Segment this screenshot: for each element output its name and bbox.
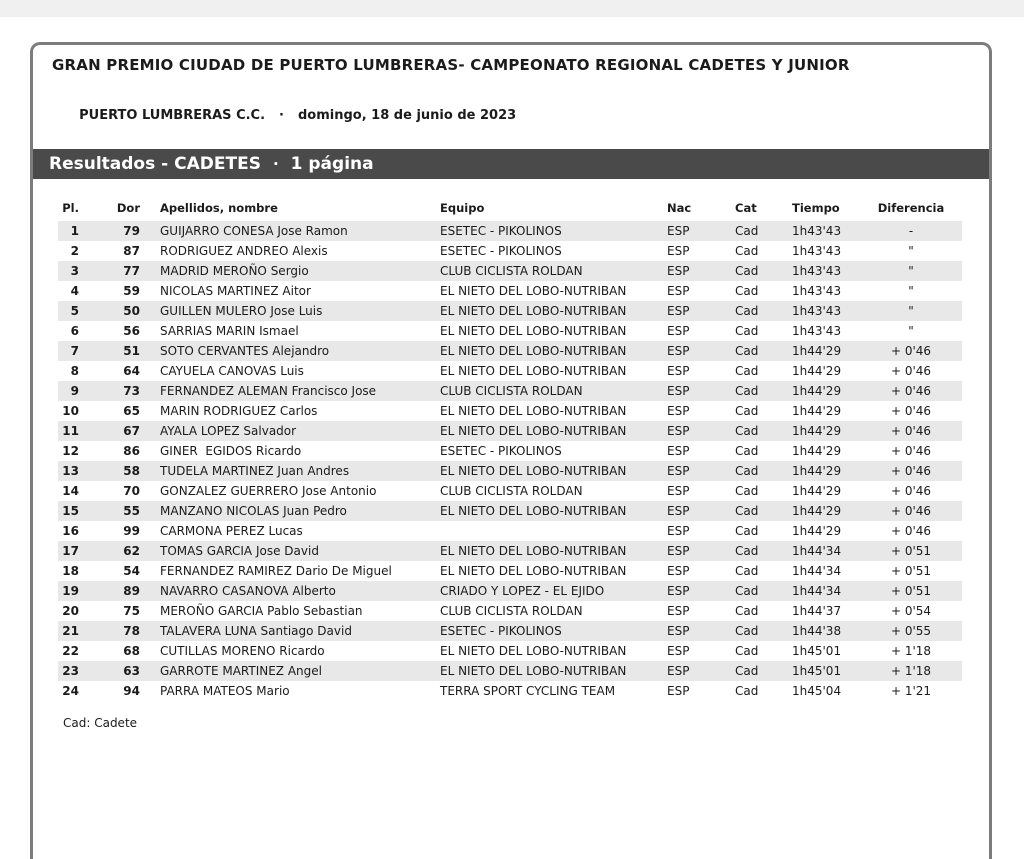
cell-pl: 10 xyxy=(62,404,79,418)
cell-nombre: GINER EGIDOS Ricardo xyxy=(160,444,302,458)
col-header-diferencia: Diferencia xyxy=(877,201,945,215)
cell-nombre: FERNANDEZ RAMIREZ Dario De Miguel xyxy=(160,564,392,578)
table-row xyxy=(58,681,962,701)
cell-diferencia: " xyxy=(908,244,914,258)
cell-dor: 59 xyxy=(123,284,140,298)
cell-tiempo: 1h44'29 xyxy=(792,464,842,478)
cell-equipo xyxy=(422,521,649,541)
col-header-nombre: Apellidos, nombre xyxy=(160,201,278,215)
cell-equipo: EL NIETO DEL LOBO-NUTRIBAN xyxy=(440,644,627,658)
cell-dor: 51 xyxy=(123,344,140,358)
cell-tiempo: 1h43'43 xyxy=(792,284,842,298)
cell-tiempo: 1h43'43 xyxy=(792,304,842,318)
cell-cat: Cad xyxy=(735,224,759,238)
cell-nac: ESP xyxy=(667,484,690,498)
table-row xyxy=(58,221,962,241)
results-table xyxy=(58,195,962,701)
cell-nac: ESP xyxy=(667,604,690,618)
cell-pl: 1 xyxy=(70,224,79,238)
cell-nombre: NICOLAS MARTINEZ Aitor xyxy=(160,284,311,298)
cell-pl: 13 xyxy=(62,464,79,478)
cell-equipo: CLUB CICLISTA ROLDAN xyxy=(440,484,583,498)
cell-diferencia: + 0'51 xyxy=(890,564,932,578)
cell-pl: 9 xyxy=(70,384,79,398)
cell-cat: Cad xyxy=(735,544,759,558)
table-row xyxy=(58,641,962,661)
cell-dor: 73 xyxy=(123,384,140,398)
table-row xyxy=(58,261,962,281)
cell-tiempo: 1h44'34 xyxy=(792,584,842,598)
cell-pl: 15 xyxy=(62,504,79,518)
table-row xyxy=(58,441,962,461)
cell-dor: 54 xyxy=(123,564,140,578)
cell-diferencia: + 0'46 xyxy=(890,504,932,518)
cell-cat: Cad xyxy=(735,484,759,498)
cell-nombre: RODRIGUEZ ANDREO Alexis xyxy=(160,244,328,258)
cell-equipo: EL NIETO DEL LOBO-NUTRIBAN xyxy=(440,404,627,418)
cell-nombre: GARROTE MARTINEZ Angel xyxy=(160,664,322,678)
cell-equipo: ESETEC - PIKOLINOS xyxy=(440,244,562,258)
table-row xyxy=(58,301,962,321)
page-count: 1 página xyxy=(290,154,374,174)
cell-nac: ESP xyxy=(667,584,690,598)
cell-pl: 3 xyxy=(70,264,79,278)
cell-dor: 77 xyxy=(123,264,140,278)
cell-tiempo: 1h44'29 xyxy=(792,404,842,418)
table-row xyxy=(58,521,962,541)
cell-tiempo: 1h43'43 xyxy=(792,264,842,278)
top-band xyxy=(0,0,1024,17)
table-row xyxy=(58,581,962,601)
cell-cat: Cad xyxy=(735,264,759,278)
cell-nac: ESP xyxy=(667,384,690,398)
cell-diferencia: + 0'55 xyxy=(890,624,932,638)
cell-tiempo: 1h45'01 xyxy=(792,644,842,658)
cell-cat: Cad xyxy=(735,444,759,458)
table-header-row xyxy=(58,195,962,221)
cell-tiempo: 1h44'37 xyxy=(792,604,842,618)
cell-tiempo: 1h44'29 xyxy=(792,384,842,398)
cell-cat: Cad xyxy=(735,684,759,698)
cell-diferencia: " xyxy=(908,324,914,338)
cell-diferencia: " xyxy=(908,264,914,278)
cell-cat: Cad xyxy=(735,504,759,518)
cell-pl: 5 xyxy=(70,304,79,318)
cell-nac: ESP xyxy=(667,424,690,438)
cell-dor: 64 xyxy=(123,364,140,378)
table-row xyxy=(58,241,962,261)
cell-cat: Cad xyxy=(735,604,759,618)
cell-cat: Cad xyxy=(735,384,759,398)
results-table-body xyxy=(58,221,962,701)
cell-dor: 67 xyxy=(123,424,140,438)
cell-equipo: ESETEC - PIKOLINOS xyxy=(440,444,562,458)
table-row xyxy=(58,461,962,481)
cell-tiempo: 1h44'29 xyxy=(792,504,842,518)
cell-nombre: MARIN RODRIGUEZ Carlos xyxy=(160,404,318,418)
cell-equipo: EL NIETO DEL LOBO-NUTRIBAN xyxy=(440,344,627,358)
cell-cat: Cad xyxy=(735,644,759,658)
event-date: domingo, 18 de junio de 2023 xyxy=(297,108,517,123)
cell-equipo: CLUB CICLISTA ROLDAN xyxy=(440,264,583,278)
cell-cat: Cad xyxy=(735,304,759,318)
cell-diferencia: + 0'46 xyxy=(890,464,932,478)
col-header-cat: Cat xyxy=(735,201,757,215)
table-row xyxy=(58,341,962,361)
cell-pl: 24 xyxy=(62,684,79,698)
table-row xyxy=(58,281,962,301)
cell-pl: 14 xyxy=(62,484,79,498)
cell-equipo: CLUB CICLISTA ROLDAN xyxy=(440,604,583,618)
cell-tiempo: 1h44'29 xyxy=(792,524,842,538)
cell-dor: 55 xyxy=(123,504,140,518)
cell-nac: ESP xyxy=(667,464,690,478)
cell-dor: 94 xyxy=(123,684,140,698)
cell-pl: 16 xyxy=(62,524,79,538)
cell-dor: 65 xyxy=(123,404,140,418)
cell-dor: 58 xyxy=(123,464,140,478)
cell-dor: 63 xyxy=(123,664,140,678)
cell-cat: Cad xyxy=(735,404,759,418)
cell-diferencia: + 0'46 xyxy=(890,364,932,378)
cell-dor: 87 xyxy=(123,244,140,258)
cell-diferencia: - xyxy=(908,224,914,238)
cell-nac: ESP xyxy=(667,644,690,658)
organizer-name: PUERTO LUMBRERAS C.C. xyxy=(79,108,266,123)
cell-dor: 62 xyxy=(123,544,140,558)
cell-nombre: NAVARRO CASANOVA Alberto xyxy=(160,584,336,598)
cell-equipo: TERRA SPORT CYCLING TEAM xyxy=(440,684,616,698)
cell-cat: Cad xyxy=(735,564,759,578)
cell-equipo: EL NIETO DEL LOBO-NUTRIBAN xyxy=(440,304,627,318)
cell-nac: ESP xyxy=(667,264,690,278)
cell-pl: 21 xyxy=(62,624,79,638)
cell-nac: ESP xyxy=(667,324,690,338)
cell-pl: 17 xyxy=(62,544,79,558)
cell-diferencia: " xyxy=(908,284,914,298)
cell-cat: Cad xyxy=(735,424,759,438)
cell-nombre: SARRIAS MARIN Ismael xyxy=(160,324,299,338)
cell-diferencia: + 0'46 xyxy=(890,344,932,358)
cell-nombre: GUILLEN MULERO Jose Luis xyxy=(160,304,323,318)
cell-dor: 75 xyxy=(123,604,140,618)
table-row xyxy=(58,401,962,421)
cell-nac: ESP xyxy=(667,344,690,358)
cell-diferencia: + 0'46 xyxy=(890,484,932,498)
cell-cat: Cad xyxy=(735,344,759,358)
cell-diferencia: + 0'46 xyxy=(890,524,932,538)
cell-pl: 23 xyxy=(62,664,79,678)
cell-cat: Cad xyxy=(735,624,759,638)
cell-dor: 99 xyxy=(123,524,140,538)
cell-nac: ESP xyxy=(667,284,690,298)
cell-tiempo: 1h43'43 xyxy=(792,324,842,338)
cell-tiempo: 1h45'04 xyxy=(792,684,842,698)
cell-cat: Cad xyxy=(735,584,759,598)
cell-equipo: EL NIETO DEL LOBO-NUTRIBAN xyxy=(440,504,627,518)
cell-cat: Cad xyxy=(735,364,759,378)
cell-nac: ESP xyxy=(667,624,690,638)
cell-pl: 18 xyxy=(62,564,79,578)
cell-dor: 86 xyxy=(123,444,140,458)
cell-pl: 4 xyxy=(70,284,79,298)
cell-pl: 22 xyxy=(62,644,79,658)
cell-dor: 68 xyxy=(123,644,140,658)
cell-nombre: AYALA LOPEZ Salvador xyxy=(160,424,297,438)
results-bar-title: Resultados - CADETES xyxy=(49,154,261,174)
cell-nac: ESP xyxy=(667,444,690,458)
cell-nombre: CARMONA PEREZ Lucas xyxy=(160,524,303,538)
cell-pl: 8 xyxy=(70,364,79,378)
cell-nombre: GONZALEZ GUERRERO Jose Antonio xyxy=(160,484,377,498)
cell-diferencia: + 0'46 xyxy=(890,444,932,458)
cell-equipo: CRIADO Y LOPEZ - EL EJIDO xyxy=(440,584,605,598)
cell-diferencia: + 1'18 xyxy=(890,664,932,678)
cell-cat: Cad xyxy=(735,324,759,338)
cell-dor: 89 xyxy=(123,584,140,598)
cell-nombre: TALAVERA LUNA Santiago David xyxy=(160,624,352,638)
dot-separator: · xyxy=(279,108,284,123)
cell-cat: Cad xyxy=(735,284,759,298)
cell-nac: ESP xyxy=(667,504,690,518)
cell-dor: 79 xyxy=(123,224,140,238)
cell-dor: 56 xyxy=(123,324,140,338)
cell-nac: ESP xyxy=(667,244,690,258)
cell-nac: ESP xyxy=(667,684,690,698)
cell-nombre: FERNANDEZ ALEMAN Francisco Jose xyxy=(160,384,377,398)
cell-tiempo: 1h44'29 xyxy=(792,424,842,438)
legend-note: Cad: Cadete xyxy=(63,716,138,730)
cell-nombre: GUIJARRO CONESA Jose Ramon xyxy=(160,224,348,238)
cell-diferencia: + 1'18 xyxy=(890,644,932,658)
cell-nac: ESP xyxy=(667,224,690,238)
col-header-nac: Nac xyxy=(667,201,692,215)
cell-diferencia: + 0'51 xyxy=(890,544,932,558)
cell-nac: ESP xyxy=(667,404,690,418)
table-row xyxy=(58,601,962,621)
cell-pl: 20 xyxy=(62,604,79,618)
cell-diferencia: " xyxy=(908,304,914,318)
dot-separator: · xyxy=(272,155,279,173)
cell-nombre: PARRA MATEOS Mario xyxy=(160,684,290,698)
cell-nac: ESP xyxy=(667,664,690,678)
table-row xyxy=(58,501,962,521)
cell-diferencia: + 1'21 xyxy=(890,684,932,698)
cell-dor: 70 xyxy=(123,484,140,498)
cell-nombre: MANZANO NICOLAS Juan Pedro xyxy=(160,504,347,518)
cell-diferencia: + 0'51 xyxy=(890,584,932,598)
cell-tiempo: 1h44'29 xyxy=(792,484,842,498)
cell-tiempo: 1h44'29 xyxy=(792,444,842,458)
cell-pl: 11 xyxy=(62,424,79,438)
cell-pl: 12 xyxy=(62,444,79,458)
cell-equipo: EL NIETO DEL LOBO-NUTRIBAN xyxy=(440,424,627,438)
cell-diferencia: + 0'46 xyxy=(890,404,932,418)
table-row xyxy=(58,661,962,681)
col-header-pl: Pl. xyxy=(62,201,79,215)
results-bar xyxy=(33,149,989,179)
cell-tiempo: 1h44'34 xyxy=(792,564,842,578)
cell-nombre: CUTILLAS MORENO Ricardo xyxy=(160,644,325,658)
cell-nombre: TOMAS GARCIA Jose David xyxy=(160,544,319,558)
cell-nombre: SOTO CERVANTES Alejandro xyxy=(160,344,330,358)
cell-diferencia: + 0'54 xyxy=(890,604,932,618)
cell-pl: 7 xyxy=(70,344,79,358)
cell-nac: ESP xyxy=(667,364,690,378)
cell-equipo: EL NIETO DEL LOBO-NUTRIBAN xyxy=(440,544,627,558)
cell-nac: ESP xyxy=(667,524,690,538)
results-card xyxy=(30,42,992,859)
cell-tiempo: 1h43'43 xyxy=(792,244,842,258)
cell-equipo: ESETEC - PIKOLINOS xyxy=(440,224,562,238)
cell-cat: Cad xyxy=(735,464,759,478)
cell-tiempo: 1h44'38 xyxy=(792,624,842,638)
cell-cat: Cad xyxy=(735,524,759,538)
event-title: GRAN PREMIO CIUDAD DE PUERTO LUMBRERAS- CAMPEONATO REGIONAL CADETES Y JUNIOR xyxy=(52,56,850,74)
cell-equipo: ESETEC - PIKOLINOS xyxy=(440,624,562,638)
table-row xyxy=(58,561,962,581)
cell-equipo: EL NIETO DEL LOBO-NUTRIBAN xyxy=(440,664,627,678)
cell-nombre: CAYUELA CANOVAS Luis xyxy=(160,364,304,378)
cell-tiempo: 1h44'29 xyxy=(792,344,842,358)
cell-equipo: EL NIETO DEL LOBO-NUTRIBAN xyxy=(440,464,627,478)
cell-nombre: TUDELA MARTINEZ Juan Andres xyxy=(160,464,350,478)
cell-tiempo: 1h44'34 xyxy=(792,544,842,558)
cell-nac: ESP xyxy=(667,544,690,558)
cell-pl: 19 xyxy=(62,584,79,598)
cell-dor: 78 xyxy=(123,624,140,638)
col-header-dor: Dor xyxy=(116,201,140,215)
cell-nac: ESP xyxy=(667,304,690,318)
cell-nombre: MADRID MEROÑO Sergio xyxy=(160,264,309,278)
cell-pl: 2 xyxy=(70,244,79,258)
cell-cat: Cad xyxy=(735,244,759,258)
cell-nac: ESP xyxy=(667,564,690,578)
cell-diferencia: + 0'46 xyxy=(890,384,932,398)
cell-tiempo: 1h43'43 xyxy=(792,224,842,238)
table-row xyxy=(58,621,962,641)
cell-dor: 50 xyxy=(123,304,140,318)
table-row xyxy=(58,541,962,561)
cell-equipo: EL NIETO DEL LOBO-NUTRIBAN xyxy=(440,284,627,298)
table-row xyxy=(58,381,962,401)
cell-pl: 6 xyxy=(70,324,79,338)
cell-tiempo: 1h45'01 xyxy=(792,664,842,678)
cell-nombre: MEROÑO GARCIA Pablo Sebastian xyxy=(160,604,363,618)
cell-equipo: EL NIETO DEL LOBO-NUTRIBAN xyxy=(440,564,627,578)
event-subline xyxy=(52,93,969,138)
col-header-tiempo: Tiempo xyxy=(792,201,840,215)
cell-tiempo: 1h44'29 xyxy=(792,364,842,378)
cell-cat: Cad xyxy=(735,664,759,678)
table-row xyxy=(58,421,962,441)
cell-equipo: CLUB CICLISTA ROLDAN xyxy=(440,384,583,398)
col-header-equipo: Equipo xyxy=(440,201,485,215)
cell-equipo: EL NIETO DEL LOBO-NUTRIBAN xyxy=(440,324,627,338)
table-row xyxy=(58,481,962,501)
table-row xyxy=(58,321,962,341)
cell-diferencia: + 0'46 xyxy=(890,424,932,438)
cell-equipo: EL NIETO DEL LOBO-NUTRIBAN xyxy=(440,364,627,378)
table-row xyxy=(58,361,962,381)
